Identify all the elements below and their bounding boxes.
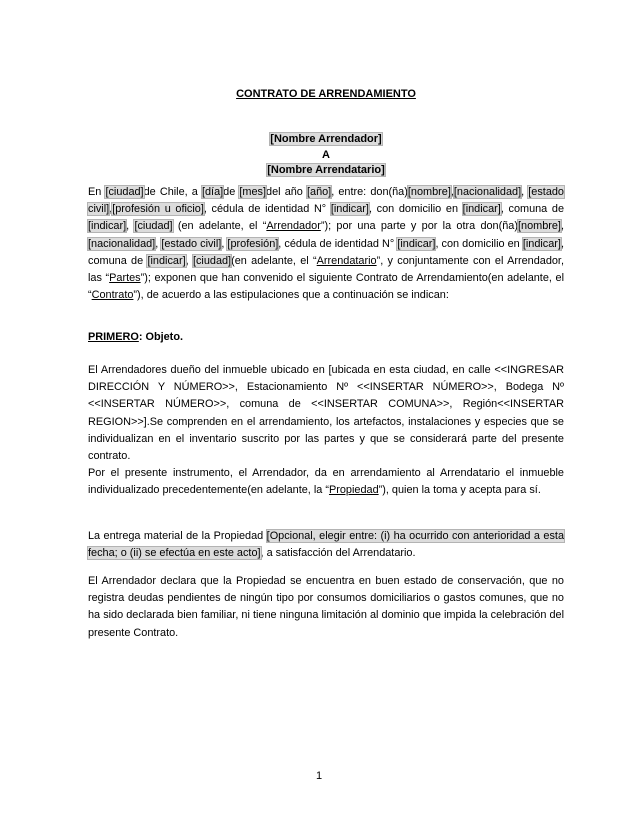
intro-text: , — [521, 186, 529, 198]
field-nombre[interactable]: [nombre] — [407, 186, 451, 198]
field-nombre-2[interactable]: [nombre] — [517, 220, 561, 233]
term-contrato: Contrato — [91, 289, 134, 302]
intro-text: ”); por una parte y por la otra don(ña) — [320, 220, 518, 233]
intro-text: , — [560, 220, 564, 233]
intro-text: , con domicilio en — [368, 203, 463, 216]
field-comuna[interactable]: [indicar] — [88, 220, 127, 233]
field-ciudad[interactable]: [ciudad] — [105, 186, 144, 198]
intro-text: , — [221, 237, 228, 250]
intro-text: (en adelante, el “ — [172, 220, 267, 233]
arrendador-name-field[interactable]: [Nombre Arrendador] — [270, 133, 382, 145]
intro-paragraph — [88, 184, 564, 304]
intro-text: , cédula de identidad N° — [203, 203, 331, 216]
intro-text: ”); exponen que han convenido el siguiente Contrato de Arrendamiento(en adelante, el “ — [88, 272, 564, 302]
field-estado-civil[interactable]: [estado civil] — [88, 186, 564, 216]
field-comuna-2[interactable]: [indicar] — [147, 254, 186, 267]
term-propiedad: Propiedad — [328, 484, 379, 497]
page-number: 1 — [315, 770, 323, 782]
term-arrendatario: Arrendatario — [316, 254, 377, 267]
parties-connector: A — [322, 148, 330, 161]
intro-text: En — [88, 186, 106, 198]
intro-text: (en adelante, el “ — [231, 254, 317, 267]
intro-text: ”, y conjuntamente con el Arrendador, las “ — [88, 254, 564, 285]
arrendamiento-paragraph — [88, 465, 564, 499]
field-nacionalidad-2[interactable]: [nacionalidad] — [88, 237, 156, 250]
intro-text: de Chile, a — [143, 186, 202, 198]
field-domicilio[interactable]: [indicar] — [462, 203, 501, 216]
intro-text: ”), de acuerdo a las estipulaciones que a continuación se indican: — [133, 289, 449, 302]
field-ciudad-3[interactable]: [ciudad] — [192, 254, 232, 267]
entrega-paragraph — [88, 528, 564, 562]
field-cedula[interactable]: [indicar] — [330, 203, 369, 216]
term-partes: Partes — [109, 272, 141, 285]
intro-text: , comuna de — [88, 237, 564, 267]
objeto-paragraph: El Arrendadores dueño del inmueble ubicado en [ubicada en esta ciudad, en calle <<INGRESAR DIRECCIÓN Y NÚMERO>>, Estacionamiento Nº <<INSERTAR NÚMERO>>, Bodega Nº <<INSERTAR NÚMERO>>, comuna de <<INSERTAR COMUNA>>, Región<<INSERTAR REGION>>].Se comprenden en el arrendamiento, los artefactos, instalaciones y especies que se individualizan en el inventario suscrito por las partes y que se considerará parte del presente contrato. — [88, 364, 564, 463]
intro-text: , — [155, 237, 162, 250]
field-cedula-2[interactable]: [indicar] — [397, 237, 436, 250]
intro-text: , entre: don(ña) — [331, 186, 408, 198]
arrendatario-name-field[interactable]: [Nombre Arrendatario] — [267, 164, 385, 176]
intro-text: , — [109, 203, 113, 216]
intro-text: , cédula de identidad N° — [278, 237, 398, 250]
document-title: CONTRATO DE ARRENDAMIENTO — [236, 88, 416, 100]
paragraph-text: , a satisfacción del Arrendatario. — [260, 547, 416, 560]
paragraph-text: Por el presente instrumento, el Arrendador, da en arrendamiento al Arrendatario el inmueble individualizado precedentemente(en adelante, la “ — [88, 467, 564, 497]
field-dia[interactable]: [día] — [201, 186, 224, 198]
intro-text: del año — [266, 186, 307, 198]
intro-text: , comuna de — [500, 203, 565, 216]
section-heading-primero — [88, 329, 564, 346]
section-heading-rest: : Objeto. — [138, 331, 183, 343]
intro-text: , — [185, 254, 193, 267]
intro-text: , — [450, 186, 454, 198]
field-nacionalidad[interactable]: [nacionalidad] — [453, 186, 522, 198]
field-ciudad-2[interactable]: [ciudad] — [134, 220, 173, 233]
option-field[interactable]: [Opcional, elegir entre: (i) ha ocurrido con anterioridad a esta fecha; o (ii) se efectúa en este acto] — [88, 530, 564, 560]
intro-text: , con domicilio en — [435, 237, 523, 250]
field-profesion-2[interactable]: [profesión] — [227, 237, 279, 250]
field-estado-civil-2[interactable]: [estado civil] — [161, 237, 222, 250]
intro-text: de — [223, 186, 240, 198]
paragraph-text: ”), quien la toma y acepta para sí. — [378, 484, 541, 497]
parties-block — [88, 132, 564, 179]
section-heading-label: PRIMERO — [88, 331, 139, 343]
field-mes[interactable]: [mes] — [239, 186, 267, 198]
field-anio[interactable]: [año] — [306, 186, 332, 198]
intro-text: , — [126, 220, 135, 233]
field-domicilio-2[interactable]: [indicar] — [522, 237, 561, 250]
term-arrendador: Arrendador — [266, 220, 321, 233]
declaracion-paragraph: El Arrendador declara que la Propiedad se encuentra en buen estado de conservación, que no registra deudas pendientes de ningún tipo por consumos domiciliarios o gastos comunes, que no ha sido declarada bien familiar, ni tiene ninguna limitación al dominio que impida la celebración del presente Contrato. — [88, 575, 564, 639]
field-profesion[interactable]: [profesión u oficio] — [112, 203, 204, 216]
paragraph-text: La entrega material de la Propiedad — [88, 530, 267, 542]
